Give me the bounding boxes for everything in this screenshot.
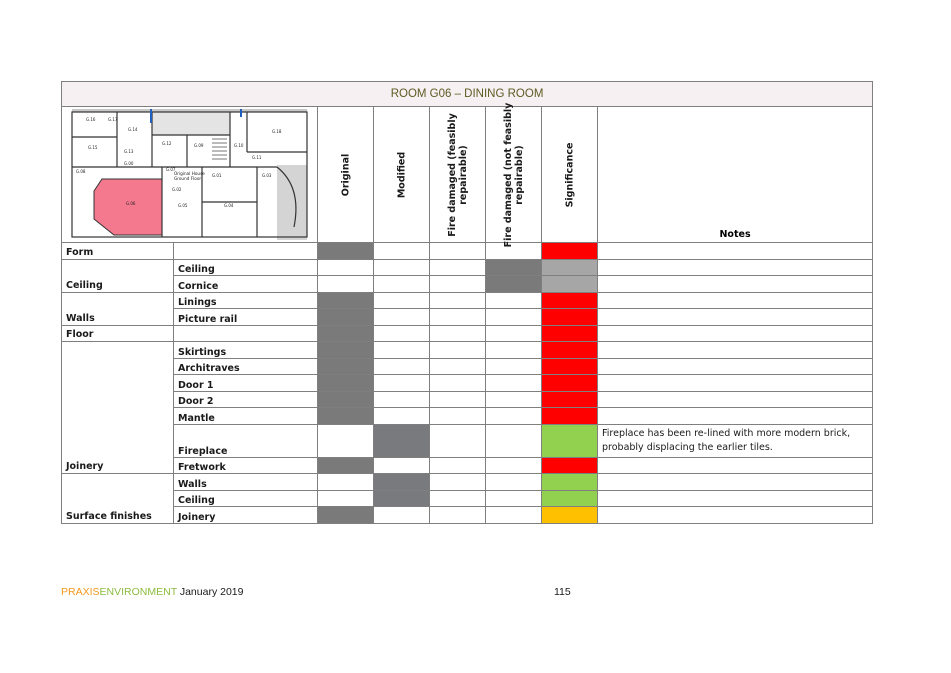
modified-cell [374, 325, 430, 342]
item-label [174, 243, 318, 260]
original-cell [318, 325, 374, 342]
plan-room-label: G.01 [212, 173, 222, 178]
fire-not-feasible-cell [486, 507, 542, 524]
fire-not-feasible-cell [486, 259, 542, 276]
plan-room-label: G.15 [88, 145, 98, 150]
fire-not-feasible-cell [486, 276, 542, 293]
plan-right-strip [277, 165, 307, 240]
fire-not-feasible-cell [486, 490, 542, 507]
fire-not-feasible-cell [486, 391, 542, 408]
plan-room-label: G.02 [172, 187, 182, 192]
floor-plan-cell [62, 107, 318, 243]
fire-feasible-cell [430, 276, 486, 293]
fire-not-feasible-cell [486, 342, 542, 359]
modified-cell [374, 342, 430, 359]
table-row [62, 243, 873, 260]
table-row [62, 309, 873, 326]
footer-brand-date [61, 586, 243, 598]
item-label: Architraves [174, 358, 318, 375]
note-cell [598, 457, 873, 474]
group-label-ceiling: Ceiling [62, 259, 174, 292]
significance-cell [542, 276, 598, 293]
fire-feasible-cell [430, 490, 486, 507]
note-cell: Fireplace has been re-lined with more modern brick, probably displacing the earlier tiles. [598, 424, 873, 457]
col-fire-feasible-line1: Fire damaged (feasibly [446, 112, 458, 237]
significance-cell [542, 424, 598, 457]
fire-feasible-cell [430, 358, 486, 375]
table-row [62, 474, 873, 491]
original-cell [318, 474, 374, 491]
col-fire-feasible-line2: repairable) [457, 144, 469, 205]
significance-cell [542, 292, 598, 309]
original-cell [318, 292, 374, 309]
note-cell [598, 474, 873, 491]
significance-cell [542, 259, 598, 276]
item-label: Walls [174, 474, 318, 491]
fire-feasible-cell [430, 309, 486, 326]
col-modified-header [374, 107, 430, 243]
item-label: Door 2 [174, 391, 318, 408]
item-label: Skirtings [174, 342, 318, 359]
col-modified-label: Modified [396, 151, 407, 198]
original-cell [318, 309, 374, 326]
fire-not-feasible-cell [486, 325, 542, 342]
fire-not-feasible-cell [486, 457, 542, 474]
fire-feasible-cell [430, 474, 486, 491]
significance-cell [542, 375, 598, 392]
note-cell [598, 325, 873, 342]
table-row [62, 375, 873, 392]
fire-not-feasible-cell [486, 358, 542, 375]
note-cell [598, 408, 873, 425]
plan-corridor-shading [152, 111, 230, 135]
plan-room-label: G.14 [128, 127, 138, 132]
original-cell [318, 507, 374, 524]
col-fire-not-feasible-line1: Fire damaged (not feasibly [502, 102, 514, 247]
original-cell [318, 243, 374, 260]
fire-feasible-cell [430, 424, 486, 457]
table-row [62, 325, 873, 342]
fire-feasible-cell [430, 325, 486, 342]
significance-cell [542, 309, 598, 326]
plan-caption-line2: Ground Floor [174, 176, 202, 181]
item-label: Mantle [174, 408, 318, 425]
table-row [62, 292, 873, 309]
note-cell [598, 259, 873, 276]
plan-room-label: G.00 [124, 161, 134, 166]
item-label: Door 1 [174, 375, 318, 392]
modified-cell [374, 292, 430, 309]
original-cell [318, 259, 374, 276]
original-cell [318, 375, 374, 392]
fire-feasible-cell [430, 292, 486, 309]
fire-not-feasible-cell [486, 408, 542, 425]
fire-feasible-cell [430, 391, 486, 408]
significance-cell [542, 457, 598, 474]
col-original-header [318, 107, 374, 243]
note-cell [598, 391, 873, 408]
modified-cell [374, 391, 430, 408]
significance-cell [542, 243, 598, 260]
room-title: ROOM G06 – DINING ROOM [62, 82, 873, 107]
item-label: Fireplace [174, 424, 318, 457]
note-cell [598, 292, 873, 309]
note-cell [598, 342, 873, 359]
original-cell [318, 391, 374, 408]
note-cell [598, 276, 873, 293]
original-cell [318, 358, 374, 375]
significance-cell [542, 490, 598, 507]
col-significance-label: Significance [564, 142, 575, 207]
modified-cell [374, 259, 430, 276]
table-row [62, 507, 873, 524]
fire-feasible-cell [430, 342, 486, 359]
dining-room-highlight [94, 179, 162, 235]
table-row [62, 408, 873, 425]
plan-room-label: G.10 [234, 143, 244, 148]
significance-cell [542, 408, 598, 425]
modified-cell [374, 243, 430, 260]
plan-room-label: G.07 [166, 167, 176, 172]
footer-date: January 2019 [179, 586, 244, 598]
fire-not-feasible-cell [486, 474, 542, 491]
modified-cell [374, 507, 430, 524]
page-number: 115 [554, 586, 571, 598]
note-cell [598, 507, 873, 524]
modified-cell [374, 375, 430, 392]
table-row [62, 424, 873, 457]
fire-feasible-cell [430, 507, 486, 524]
original-cell [318, 457, 374, 474]
group-label-form: Form [62, 243, 174, 260]
significance-cell [542, 507, 598, 524]
fire-feasible-cell [430, 457, 486, 474]
modified-cell [374, 309, 430, 326]
plan-room-label: G.09 [194, 143, 204, 148]
table-row [62, 259, 873, 276]
note-cell [598, 309, 873, 326]
plan-room-label: G.18 [272, 129, 282, 134]
original-cell [318, 342, 374, 359]
original-cell [318, 408, 374, 425]
modified-cell [374, 457, 430, 474]
item-label: Picture rail [174, 309, 318, 326]
fire-not-feasible-cell [486, 292, 542, 309]
modified-cell [374, 408, 430, 425]
room-assessment-table [61, 81, 873, 524]
group-label-walls: Walls [62, 292, 174, 325]
plan-room-label: G.05 [178, 203, 188, 208]
item-label: Linings [174, 292, 318, 309]
modified-cell [374, 490, 430, 507]
col-significance-header [542, 107, 598, 243]
plan-room-label: G.11 [252, 155, 262, 160]
modified-cell [374, 358, 430, 375]
col-fire-not-feasible-line2: repairable) [513, 144, 525, 205]
note-cell [598, 358, 873, 375]
significance-cell [542, 358, 598, 375]
plan-room-label: G.08 [76, 169, 86, 174]
note-cell [598, 375, 873, 392]
group-label-surface-finishes: Surface finishes [62, 474, 174, 524]
original-cell [318, 424, 374, 457]
fire-feasible-cell [430, 243, 486, 260]
table-row [62, 490, 873, 507]
group-label-floor: Floor [62, 325, 174, 342]
item-label: Cornice [174, 276, 318, 293]
table-row [62, 276, 873, 293]
plan-room-label: G.06 [126, 201, 136, 206]
fire-not-feasible-cell [486, 309, 542, 326]
significance-cell [542, 474, 598, 491]
table-row [62, 358, 873, 375]
col-fire-feasible-label [447, 113, 469, 237]
fire-not-feasible-cell [486, 375, 542, 392]
note-cell [598, 243, 873, 260]
original-cell [318, 490, 374, 507]
plan-room-label: G.04 [224, 203, 234, 208]
plan-room-label: G.03 [262, 173, 272, 178]
item-label: Ceiling [174, 259, 318, 276]
col-fire-feasible-header [430, 107, 486, 243]
item-label [174, 325, 318, 342]
brand-environment: ENVIRONMENT [99, 586, 177, 598]
plan-marker [240, 109, 242, 117]
significance-cell [542, 391, 598, 408]
modified-cell [374, 474, 430, 491]
plan-room-label: G.16 [86, 117, 96, 122]
fire-not-feasible-cell [486, 424, 542, 457]
plan-room-label: G.13 [124, 149, 134, 154]
plan-marker [150, 109, 152, 123]
plan-caption-line1: Original House [174, 171, 205, 176]
col-fire-not-feasible-header [486, 102, 542, 247]
item-label: Ceiling [174, 490, 318, 507]
col-fire-not-feasible-label [503, 102, 525, 247]
plan-room-label: G.12 [162, 141, 172, 146]
group-label-joinery: Joinery [62, 342, 174, 474]
col-original-label: Original [340, 153, 351, 196]
fire-feasible-cell [430, 375, 486, 392]
plan-room-label: G.17 [108, 117, 118, 122]
significance-cell [542, 325, 598, 342]
original-cell [318, 276, 374, 293]
table-row [62, 457, 873, 474]
table-row [62, 342, 873, 359]
note-cell [598, 490, 873, 507]
modified-cell [374, 276, 430, 293]
item-label: Joinery [174, 507, 318, 524]
floor-plan-diagram [62, 107, 316, 242]
modified-cell [374, 424, 430, 457]
fire-feasible-cell [430, 408, 486, 425]
table-row [62, 391, 873, 408]
significance-cell [542, 342, 598, 359]
fire-feasible-cell [430, 259, 486, 276]
col-notes-header: Notes [598, 107, 873, 243]
brand-praxis: PRAXIS [61, 586, 100, 598]
item-label: Fretwork [174, 457, 318, 474]
